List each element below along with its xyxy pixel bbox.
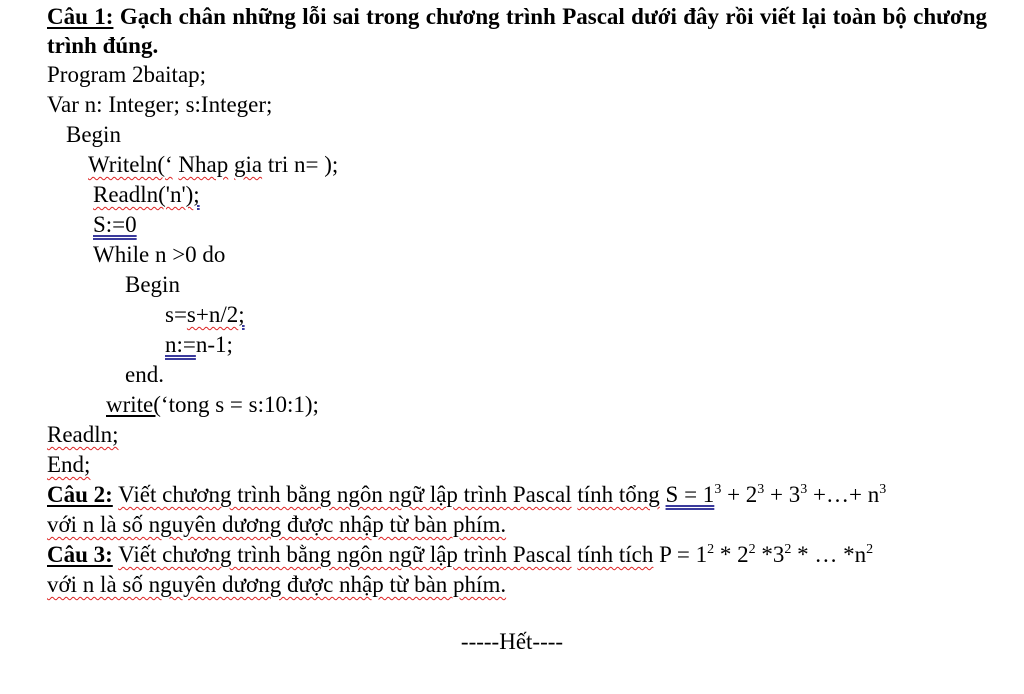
code-writeln-word-gia: gia [233,152,263,177]
question-3 [47,541,873,569]
question-3-label: Câu 3: [47,542,113,567]
code-write-args: ‘tong s = s:10:1); [160,392,319,417]
code-line-var: Var n: Integer; s:Integer; [47,92,273,117]
code-line-write [106,391,319,419]
code-sum-semicolon: ; [238,302,245,327]
question-3-exp-2: 2 [748,542,756,557]
code-end-final: End; [47,452,91,477]
code-decrement-rhs: n-1; [195,332,233,357]
code-decrement-lhs: n:= [165,332,196,357]
code-readln-final: Readln; [47,422,119,447]
code-line-inner-begin: Begin [125,272,180,297]
code-writeln-call: Writeln(‘ [88,152,173,177]
question-3-line-2-text: với n là số nguyên dương được nhập từ bàn phím. [47,572,507,597]
code-line-assign-s [93,211,137,239]
question-1-label: Câu 1: [47,4,114,29]
code-readln-semicolon: ; [193,182,200,207]
question-3-term-n: * … *n [791,542,867,567]
question-3-formula-start: P = 1 [659,542,708,567]
question-2-text: Viết chương trình bằng ngôn ngữ lập trình Pascal [118,482,572,507]
question-2-term-2: + 2 [721,482,758,507]
question-2-label: Câu 2: [47,482,113,507]
question-3-text: Viết chương trình bằng ngôn ngữ lập trình Pascal [118,542,572,567]
end-marker: -----Hết---- [460,629,564,654]
code-line-end-loop: end. [125,362,164,387]
code-writeln-rest: tri n= ); [267,152,339,177]
question-2-term-3: + 3 [764,482,801,507]
code-assign-s-text: S:=0 [93,212,137,237]
code-line-readln [47,421,119,449]
question-2-exp-1: 3 [714,482,722,497]
question-2-sum-word: tính tổng [577,482,660,507]
question-3-product-word: tính tích [577,542,654,567]
code-line-while: While n >0 do [93,242,226,267]
question-2-line-2-text: với n là số nguyên dương được nhập từ bàn phím. [47,512,507,537]
question-2-formula-start: S = 1 [665,482,715,507]
question-3-exp-n: 2 [866,542,874,557]
question-3-exp-3: 2 [784,542,792,557]
question-3-term-3: *3 [755,542,785,567]
question-3-exp-1: 2 [707,542,715,557]
question-3-term-2: * 2 [714,542,749,567]
code-line-end [47,451,90,479]
code-line-sum [165,301,245,329]
question-1 [47,2,987,60]
code-line-program: Program 2baitap; [47,62,207,87]
question-2-line-2 [47,511,506,539]
code-sum-lhs: s= [165,302,187,327]
question-2-exp-2: 3 [757,482,765,497]
code-readln-call: Readln('n') [93,182,194,207]
code-line-writeln [88,151,338,179]
question-2 [47,481,886,509]
code-line-readln-n [93,181,200,209]
question-2-term-n: +…+ n [807,482,880,507]
question-2-exp-3: 3 [800,482,808,497]
code-writeln-word-nhap: Nhap [178,152,229,177]
code-sum-expr: s+n/2 [186,302,239,327]
code-write-call: write( [106,392,161,417]
question-1-text: Gạch chân những lỗi sai trong chương trình Pascal dưới đây rồi viết lại toàn bộ chương trình đúng. [47,4,987,58]
question-2-exp-n: 3 [879,482,887,497]
code-line-decrement [165,331,233,359]
question-3-line-2 [47,571,506,599]
code-line-begin: Begin [66,122,121,147]
